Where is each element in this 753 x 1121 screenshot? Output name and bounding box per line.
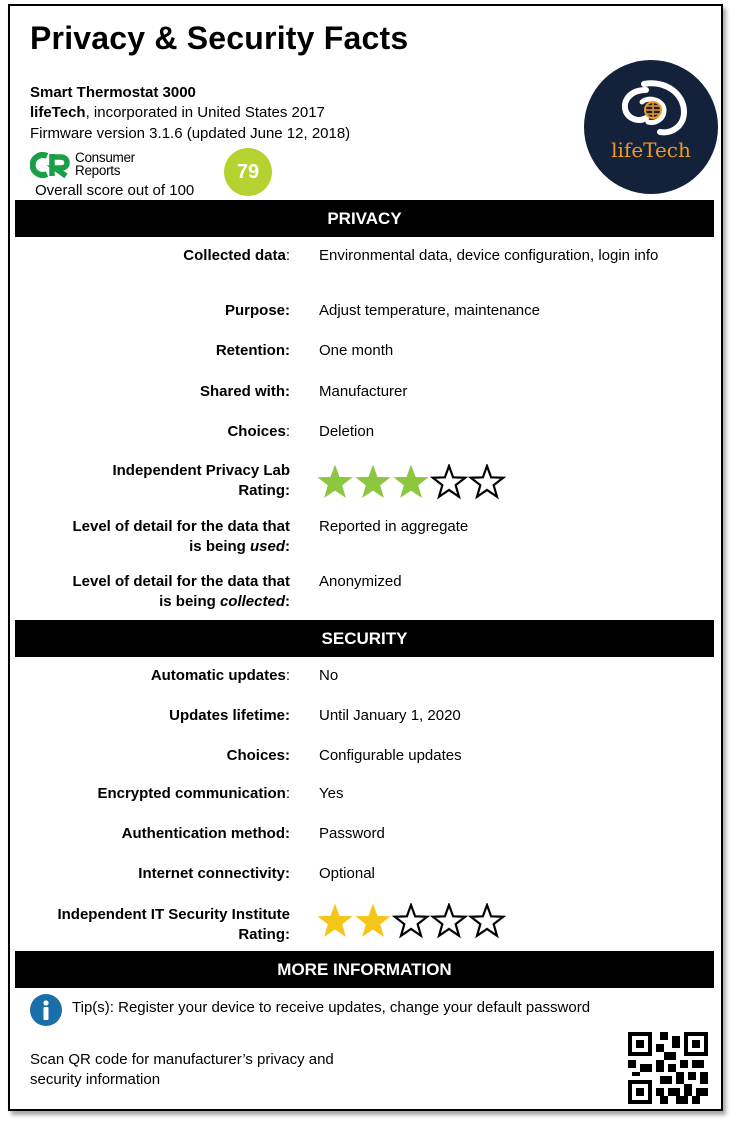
lifetech-logo-icon [584, 60, 718, 194]
cr-brand-text [75, 151, 135, 177]
updates-lifetime-label: Updates lifetime: [169, 707, 290, 724]
star-empty-icon [433, 466, 465, 497]
shared-with-label: Shared with: [199, 383, 290, 400]
authentication-method-label: Authentication method: [121, 825, 290, 842]
cr-brand-line-2: Reports [75, 163, 121, 178]
detail-collected-value: Anonymized [319, 573, 402, 590]
qr-code-icon[interactable] [628, 1032, 708, 1104]
product-name: Smart Thermostat 3000 [30, 84, 196, 101]
manufacturer-line [30, 104, 325, 121]
star-empty-icon [471, 905, 503, 936]
cr-logo-icon [30, 151, 72, 179]
retention-label: Retention: [215, 342, 290, 359]
security-choices-label: Choices: [226, 747, 290, 764]
star-empty-icon [395, 905, 427, 936]
star-empty-icon [471, 466, 503, 497]
qr-instructions: Scan QR code for manufacturer’s privacy and security information [30, 1051, 334, 1088]
internet-connectivity-label: Internet connectivity: [138, 865, 290, 882]
it-security-rating-label: Independent IT Security Institute Rating: [57, 906, 290, 943]
privacy-choices-value: Deletion [319, 423, 375, 440]
automatic-updates-value: No [319, 667, 339, 684]
privacy-heading: PRIVACY [15, 200, 714, 237]
manufacturer-details: , incorporated in United States 2017 [85, 104, 325, 121]
cr-score-badge: 79 [224, 148, 272, 196]
privacy-lab-rating-label: Independent Privacy Lab Rating: [112, 462, 290, 499]
it-security-rating-stars [316, 903, 506, 939]
star-filled-icon [357, 466, 389, 497]
collected-data-value: Environmental data, device configuration, login info [319, 247, 659, 264]
privacy-lab-rating-stars [316, 464, 506, 500]
encrypted-communication-value: Yes [319, 785, 344, 802]
security-choices-value: Configurable updates [319, 747, 462, 764]
purpose-value: Adjust temperature, maintenance [319, 302, 540, 319]
detail-collected-label: Level of detail for the data that is being collected: [72, 573, 290, 610]
authentication-method-value: Password [319, 825, 385, 842]
star-filled-icon [395, 466, 427, 497]
updates-lifetime-value: Until January 1, 2020 [319, 707, 461, 724]
privacy-security-facts-label [8, 4, 723, 1111]
star-filled-icon [357, 905, 389, 936]
internet-connectivity-value: Optional [319, 865, 375, 882]
star-filled-icon [319, 466, 351, 497]
shared-with-value: Manufacturer [319, 383, 408, 400]
more-information-heading: MORE INFORMATION [15, 951, 714, 988]
detail-used-value: Reported in aggregate [319, 518, 469, 535]
info-icon [30, 994, 62, 1026]
cr-score-label: Overall score out of 100 [35, 182, 195, 199]
star-empty-icon [433, 905, 465, 936]
lifetech-logo [584, 60, 718, 194]
collected-data-label: Collected data: [183, 247, 290, 264]
cr-brand-line-1: Consumer [75, 150, 135, 165]
consumer-reports-logo [30, 150, 135, 183]
firmware-version: Firmware version 3.1.6 (updated June 12, 2018) [30, 125, 351, 142]
security-heading: SECURITY [15, 620, 714, 657]
privacy-choices-label: Choices: [227, 423, 290, 440]
automatic-updates-label: Automatic updates: [150, 667, 290, 684]
lifetech-logo-text: lifeTech [611, 138, 691, 162]
purpose-label: Purpose: [224, 302, 290, 319]
manufacturer-name: lifeTech [30, 104, 86, 121]
tips-text: Tip(s): Register your device to receive updates, change your default password [72, 999, 591, 1016]
detail-used-label: Level of detail for the data that is being used: [72, 518, 290, 555]
star-filled-icon [319, 905, 351, 936]
label-title: Privacy & Security Facts [30, 20, 409, 56]
retention-value: One month [319, 342, 394, 359]
encrypted-communication-label: Encrypted communication: [97, 785, 290, 802]
